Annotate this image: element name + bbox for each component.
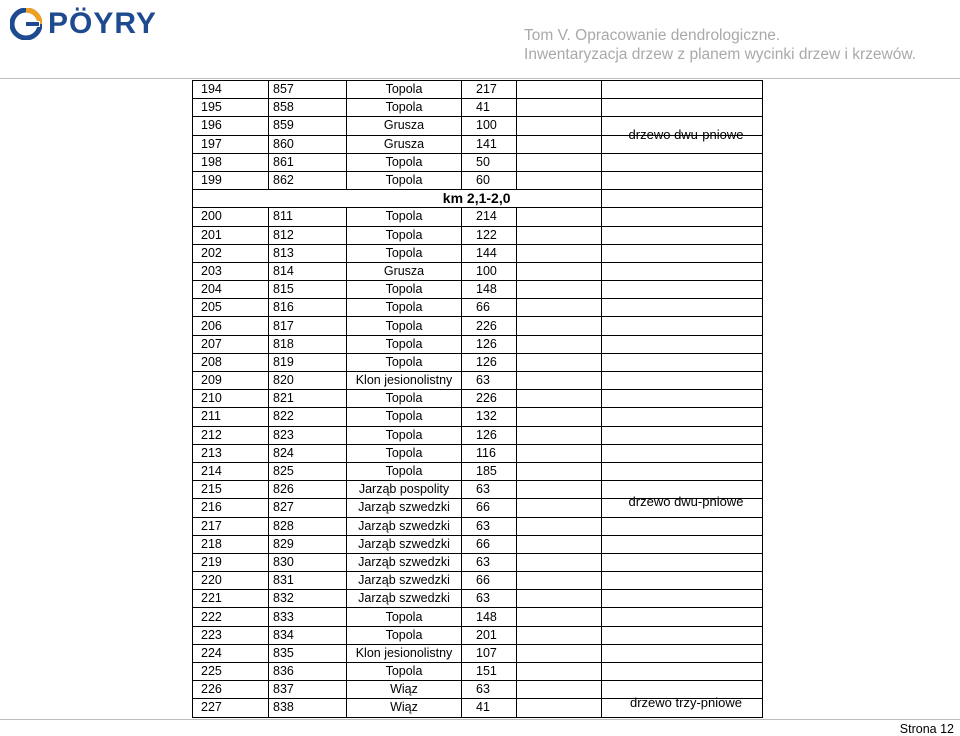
page-header bbox=[0, 0, 960, 80]
cell-empty bbox=[517, 135, 602, 153]
cell-empty bbox=[517, 244, 602, 262]
cell-empty bbox=[517, 335, 602, 353]
cell-lp: 199 bbox=[193, 171, 269, 189]
cell-empty bbox=[517, 499, 602, 517]
cell-species: Wiąz bbox=[347, 681, 462, 699]
table-row bbox=[193, 644, 763, 662]
cell-tree-number: 819 bbox=[269, 353, 347, 371]
cell-circumference: 151 bbox=[462, 663, 517, 681]
cell-lp: 196 bbox=[193, 117, 269, 135]
cell-lp: 207 bbox=[193, 335, 269, 353]
table-body-bottom bbox=[193, 208, 763, 717]
cell-species: Jarząb szwedzki bbox=[347, 535, 462, 553]
cell-tree-number: 820 bbox=[269, 372, 347, 390]
table-row bbox=[193, 262, 763, 280]
cell-remarks bbox=[602, 408, 763, 426]
cell-empty bbox=[517, 281, 602, 299]
cell-lp: 197 bbox=[193, 135, 269, 153]
cell-species: Topola bbox=[347, 171, 462, 189]
table-row bbox=[193, 444, 763, 462]
cell-species: Topola bbox=[347, 608, 462, 626]
cell-empty bbox=[517, 681, 602, 699]
cell-remarks bbox=[602, 281, 763, 299]
cell-lp: 214 bbox=[193, 462, 269, 480]
cell-remarks bbox=[602, 299, 763, 317]
cell-species: Topola bbox=[347, 353, 462, 371]
cell-empty bbox=[517, 426, 602, 444]
cell-tree-number: 829 bbox=[269, 535, 347, 553]
cell-lp: 208 bbox=[193, 353, 269, 371]
header-divider bbox=[0, 78, 960, 79]
company-logo bbox=[10, 6, 157, 42]
cell-lp: 220 bbox=[193, 572, 269, 590]
cell-tree-number: 818 bbox=[269, 335, 347, 353]
document-title bbox=[524, 26, 916, 64]
cell-tree-number: 826 bbox=[269, 481, 347, 499]
table-row bbox=[193, 535, 763, 553]
cell-circumference: 66 bbox=[462, 535, 517, 553]
cell-tree-number: 824 bbox=[269, 444, 347, 462]
cell-circumference: 132 bbox=[462, 408, 517, 426]
cell-lp: 198 bbox=[193, 153, 269, 171]
table-row bbox=[193, 408, 763, 426]
cell-species: Grusza bbox=[347, 117, 462, 135]
remark-row-215: drzewo dwu-pniowe bbox=[628, 494, 744, 509]
cell-empty bbox=[517, 481, 602, 499]
table-row bbox=[193, 517, 763, 535]
table-section-row-group bbox=[193, 190, 763, 208]
document-title-line2: Inwentaryzacja drzew z planem wycinki drzew i krzewów. bbox=[524, 46, 916, 63]
cell-lp: 203 bbox=[193, 262, 269, 280]
cell-circumference: 126 bbox=[462, 426, 517, 444]
cell-remarks bbox=[602, 153, 763, 171]
cell-circumference: 122 bbox=[462, 226, 517, 244]
cell-tree-number: 837 bbox=[269, 681, 347, 699]
cell-remarks bbox=[602, 517, 763, 535]
cell-circumference: 107 bbox=[462, 644, 517, 662]
cell-tree-number: 857 bbox=[269, 81, 347, 99]
table-row bbox=[193, 281, 763, 299]
cell-lp: 206 bbox=[193, 317, 269, 335]
cell-tree-number: 838 bbox=[269, 699, 347, 717]
table-row bbox=[193, 81, 763, 99]
remark-row-197: drzewo dwu-pniowe bbox=[628, 127, 744, 142]
cell-circumference: 100 bbox=[462, 262, 517, 280]
cell-lp: 209 bbox=[193, 372, 269, 390]
cell-lp: 225 bbox=[193, 663, 269, 681]
cell-empty bbox=[517, 663, 602, 681]
cell-species: Topola bbox=[347, 444, 462, 462]
cell-tree-number: 815 bbox=[269, 281, 347, 299]
table-row bbox=[193, 208, 763, 226]
cell-species: Topola bbox=[347, 626, 462, 644]
cell-tree-number: 830 bbox=[269, 553, 347, 571]
cell-species: Topola bbox=[347, 462, 462, 480]
cell-circumference: 60 bbox=[462, 171, 517, 189]
tree-inventory-table-wrap bbox=[192, 80, 763, 718]
cell-remarks bbox=[602, 390, 763, 408]
cell-lp: 227 bbox=[193, 699, 269, 717]
cell-tree-number: 812 bbox=[269, 226, 347, 244]
cell-empty bbox=[517, 171, 602, 189]
cell-species: Topola bbox=[347, 335, 462, 353]
cell-tree-number: 814 bbox=[269, 262, 347, 280]
cell-lp: 205 bbox=[193, 299, 269, 317]
cell-empty bbox=[517, 462, 602, 480]
table-row bbox=[193, 608, 763, 626]
cell-remarks bbox=[602, 444, 763, 462]
cell-species: Topola bbox=[347, 99, 462, 117]
cell-empty bbox=[517, 608, 602, 626]
cell-circumference: 214 bbox=[462, 208, 517, 226]
cell-remarks bbox=[602, 626, 763, 644]
cell-circumference: 66 bbox=[462, 299, 517, 317]
table-row bbox=[193, 171, 763, 189]
cell-tree-number: 860 bbox=[269, 135, 347, 153]
cell-empty bbox=[517, 390, 602, 408]
cell-empty bbox=[517, 299, 602, 317]
cell-circumference: 226 bbox=[462, 317, 517, 335]
cell-empty bbox=[517, 408, 602, 426]
cell-circumference: 63 bbox=[462, 517, 517, 535]
cell-tree-number: 862 bbox=[269, 171, 347, 189]
section-row bbox=[193, 190, 763, 208]
cell-empty bbox=[517, 553, 602, 571]
footer-divider bbox=[0, 719, 960, 720]
cell-empty bbox=[517, 626, 602, 644]
cell-tree-number: 831 bbox=[269, 572, 347, 590]
cell-empty bbox=[517, 517, 602, 535]
cell-species: Klon jesionolistny bbox=[347, 644, 462, 662]
cell-remarks bbox=[602, 535, 763, 553]
cell-tree-number: 822 bbox=[269, 408, 347, 426]
cell-tree-number: 821 bbox=[269, 390, 347, 408]
cell-empty bbox=[517, 644, 602, 662]
table-row bbox=[193, 335, 763, 353]
cell-species: Topola bbox=[347, 426, 462, 444]
cell-empty bbox=[517, 699, 602, 717]
cell-tree-number: 813 bbox=[269, 244, 347, 262]
cell-tree-number: 825 bbox=[269, 462, 347, 480]
cell-remarks bbox=[602, 353, 763, 371]
cell-empty bbox=[517, 535, 602, 553]
cell-species: Topola bbox=[347, 153, 462, 171]
table-row bbox=[193, 226, 763, 244]
cell-empty bbox=[517, 226, 602, 244]
cell-circumference: 148 bbox=[462, 608, 517, 626]
cell-circumference: 66 bbox=[462, 572, 517, 590]
cell-species: Topola bbox=[347, 208, 462, 226]
cell-lp: 223 bbox=[193, 626, 269, 644]
cell-species: Jarząb szwedzki bbox=[347, 590, 462, 608]
cell-circumference: 50 bbox=[462, 153, 517, 171]
cell-species: Topola bbox=[347, 408, 462, 426]
cell-circumference: 66 bbox=[462, 499, 517, 517]
cell-tree-number: 823 bbox=[269, 426, 347, 444]
cell-circumference: 217 bbox=[462, 81, 517, 99]
cell-species: Topola bbox=[347, 663, 462, 681]
cell-empty bbox=[517, 117, 602, 135]
cell-circumference: 63 bbox=[462, 372, 517, 390]
table-row bbox=[193, 390, 763, 408]
cell-circumference: 63 bbox=[462, 553, 517, 571]
cell-circumference: 144 bbox=[462, 244, 517, 262]
document-title-line1: Tom V. Opracowanie dendrologiczne. bbox=[524, 27, 781, 44]
cell-lp: 200 bbox=[193, 208, 269, 226]
cell-circumference: 63 bbox=[462, 590, 517, 608]
cell-remarks bbox=[602, 644, 763, 662]
cell-species: Jarząb szwedzki bbox=[347, 572, 462, 590]
cell-remarks bbox=[602, 171, 763, 189]
section-cell-empty bbox=[193, 190, 269, 208]
cell-tree-number: 861 bbox=[269, 153, 347, 171]
cell-empty bbox=[517, 572, 602, 590]
cell-species: Topola bbox=[347, 226, 462, 244]
table-row bbox=[193, 153, 763, 171]
cell-remarks bbox=[602, 372, 763, 390]
cell-lp: 224 bbox=[193, 644, 269, 662]
table-row bbox=[193, 317, 763, 335]
cell-remarks bbox=[602, 226, 763, 244]
cell-tree-number: 836 bbox=[269, 663, 347, 681]
cell-species: Topola bbox=[347, 281, 462, 299]
cell-species: Topola bbox=[347, 299, 462, 317]
cell-empty bbox=[517, 153, 602, 171]
cell-remarks bbox=[602, 590, 763, 608]
cell-empty bbox=[517, 262, 602, 280]
cell-remarks bbox=[602, 572, 763, 590]
cell-circumference: 100 bbox=[462, 117, 517, 135]
table-row bbox=[193, 572, 763, 590]
cell-lp: 218 bbox=[193, 535, 269, 553]
cell-species: Grusza bbox=[347, 135, 462, 153]
table-row bbox=[193, 372, 763, 390]
cell-species: Jarząb szwedzki bbox=[347, 499, 462, 517]
cell-remarks bbox=[602, 426, 763, 444]
cell-tree-number: 811 bbox=[269, 208, 347, 226]
table-row bbox=[193, 353, 763, 371]
cell-tree-number: 816 bbox=[269, 299, 347, 317]
cell-remarks bbox=[602, 244, 763, 262]
cell-circumference: 148 bbox=[462, 281, 517, 299]
cell-tree-number: 817 bbox=[269, 317, 347, 335]
cell-tree-number: 828 bbox=[269, 517, 347, 535]
cell-tree-number: 835 bbox=[269, 644, 347, 662]
logo-text: PÖYRY bbox=[48, 7, 157, 40]
cell-remarks bbox=[602, 462, 763, 480]
cell-species: Grusza bbox=[347, 262, 462, 280]
cell-empty bbox=[517, 81, 602, 99]
table-row bbox=[193, 99, 763, 117]
cell-species: Wiąz bbox=[347, 699, 462, 717]
cell-remarks bbox=[602, 81, 763, 99]
cell-circumference: 63 bbox=[462, 481, 517, 499]
cell-tree-number: 859 bbox=[269, 117, 347, 135]
cell-remarks bbox=[602, 608, 763, 626]
cell-empty bbox=[517, 99, 602, 117]
cell-circumference: 126 bbox=[462, 335, 517, 353]
cell-lp: 213 bbox=[193, 444, 269, 462]
table-row bbox=[193, 663, 763, 681]
table-row bbox=[193, 426, 763, 444]
cell-species: Jarząb szwedzki bbox=[347, 517, 462, 535]
cell-remarks bbox=[602, 553, 763, 571]
table-row bbox=[193, 626, 763, 644]
page-number: Strona 12 bbox=[899, 722, 954, 736]
cell-circumference: 41 bbox=[462, 699, 517, 717]
cell-remarks bbox=[602, 262, 763, 280]
cell-lp: 221 bbox=[193, 590, 269, 608]
cell-lp: 216 bbox=[193, 499, 269, 517]
cell-lp: 219 bbox=[193, 553, 269, 571]
cell-tree-number: 834 bbox=[269, 626, 347, 644]
cell-tree-number: 858 bbox=[269, 99, 347, 117]
table-row bbox=[193, 553, 763, 571]
cell-remarks bbox=[602, 99, 763, 117]
table-row bbox=[193, 244, 763, 262]
tree-inventory-table bbox=[192, 80, 763, 718]
cell-tree-number: 832 bbox=[269, 590, 347, 608]
cell-lp: 211 bbox=[193, 408, 269, 426]
cell-lp: 194 bbox=[193, 81, 269, 99]
poyry-logo-icon bbox=[10, 8, 42, 40]
cell-empty bbox=[517, 372, 602, 390]
cell-empty bbox=[517, 590, 602, 608]
cell-circumference: 126 bbox=[462, 353, 517, 371]
cell-lp: 226 bbox=[193, 681, 269, 699]
cell-remarks bbox=[602, 663, 763, 681]
cell-lp: 210 bbox=[193, 390, 269, 408]
remark-row-226: drzewo trzy-pniowe bbox=[630, 695, 742, 710]
cell-lp: 215 bbox=[193, 481, 269, 499]
cell-tree-number: 827 bbox=[269, 499, 347, 517]
cell-species: Topola bbox=[347, 317, 462, 335]
cell-species: Jarząb pospolity bbox=[347, 481, 462, 499]
cell-circumference: 141 bbox=[462, 135, 517, 153]
cell-circumference: 116 bbox=[462, 444, 517, 462]
cell-remarks bbox=[602, 317, 763, 335]
cell-lp: 217 bbox=[193, 517, 269, 535]
table-row bbox=[193, 462, 763, 480]
cell-circumference: 41 bbox=[462, 99, 517, 117]
cell-empty bbox=[517, 208, 602, 226]
section-cell-empty bbox=[602, 190, 763, 208]
cell-lp: 204 bbox=[193, 281, 269, 299]
cell-lp: 222 bbox=[193, 608, 269, 626]
cell-remarks bbox=[602, 335, 763, 353]
cell-circumference: 185 bbox=[462, 462, 517, 480]
cell-circumference: 226 bbox=[462, 390, 517, 408]
cell-lp: 195 bbox=[193, 99, 269, 117]
cell-empty bbox=[517, 353, 602, 371]
cell-empty bbox=[517, 444, 602, 462]
cell-species: Topola bbox=[347, 244, 462, 262]
cell-species: Klon jesionolistny bbox=[347, 372, 462, 390]
cell-species: Topola bbox=[347, 390, 462, 408]
section-cell-empty bbox=[517, 190, 602, 208]
cell-lp: 212 bbox=[193, 426, 269, 444]
cell-lp: 201 bbox=[193, 226, 269, 244]
section-label: km 2,1-2,0 bbox=[269, 190, 517, 208]
cell-circumference: 201 bbox=[462, 626, 517, 644]
cell-empty bbox=[517, 317, 602, 335]
table-row bbox=[193, 590, 763, 608]
cell-species: Topola bbox=[347, 81, 462, 99]
cell-lp: 202 bbox=[193, 244, 269, 262]
cell-remarks bbox=[602, 208, 763, 226]
cell-species: Jarząb szwedzki bbox=[347, 553, 462, 571]
table-row bbox=[193, 299, 763, 317]
cell-circumference: 63 bbox=[462, 681, 517, 699]
cell-tree-number: 833 bbox=[269, 608, 347, 626]
